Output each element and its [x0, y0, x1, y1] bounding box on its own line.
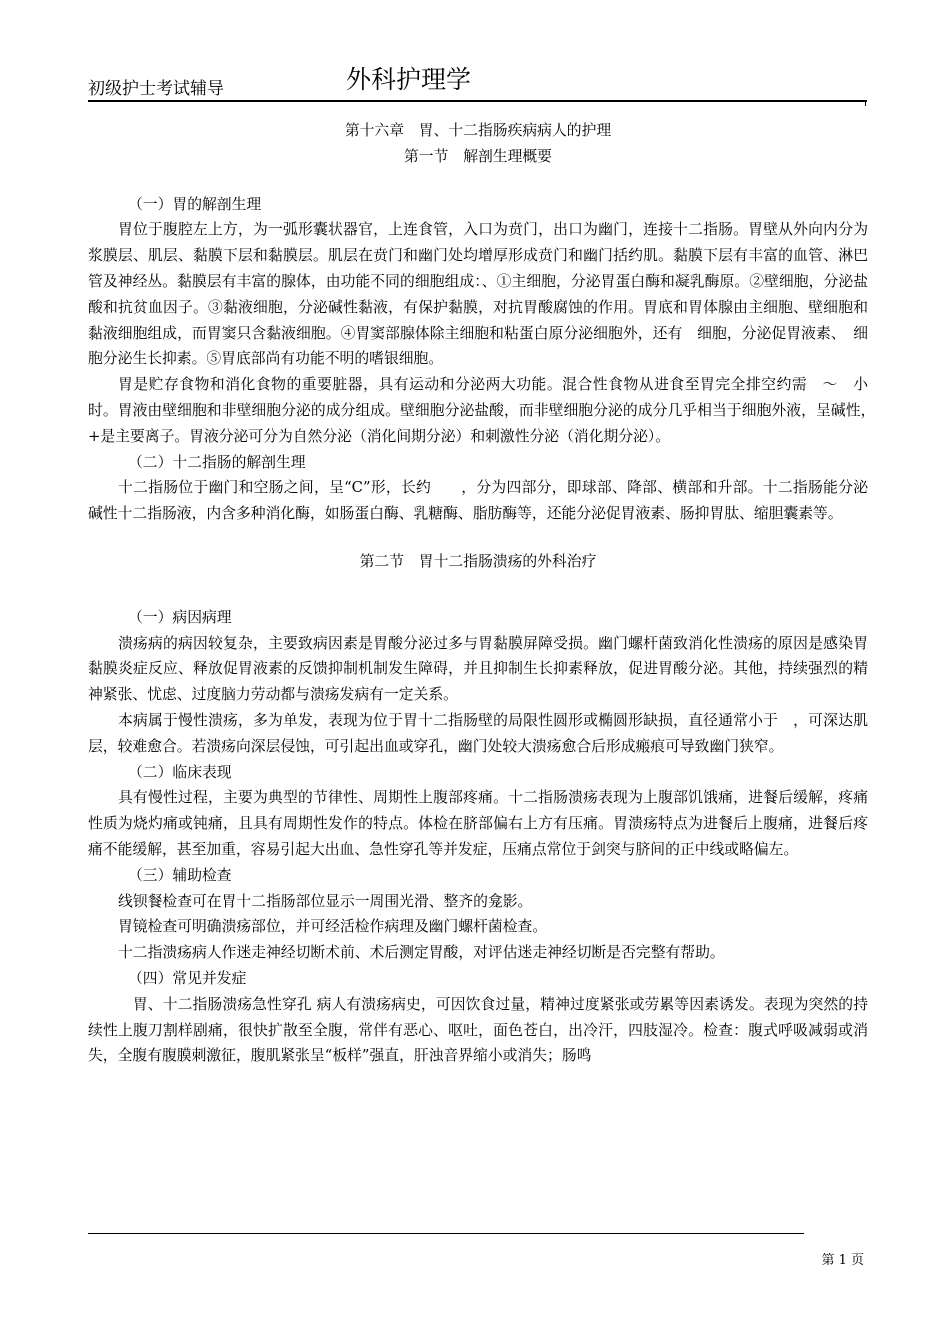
section-2-paragraph-2: 本病属于慢性溃疡，多为单发，表现为位于胃十二指肠壁的局限性圆形或椭圆形缺损，直径通常小于 ，可深达肌层，较难愈合。若溃疡向深层侵蚀，可引起出血或穿孔，幽门处较大溃疡愈合后形成瘢痕可导致幽门狭窄。: [88, 711, 868, 755]
section-1-paragraph-2: 胃是贮存食物和消化食物的重要脏器，具有运动和分泌两大功能。混合性食物从进食至胃完全排空约需 ～ 小时。胃液由壁细胞和非壁细胞分泌的成分组成。壁细胞分泌盐酸，而非壁细胞分泌的成分几乎相当于细胞外液，呈碱性， +是主要离子。胃液分泌可分为自然分泌（消化间期分泌）和刺激性分泌（消化期分泌）。: [88, 376, 888, 445]
header-divider-tick: [865, 100, 866, 106]
section-2-heading-3: （三）辅助检查: [128, 866, 232, 884]
section-2-paragraph-7: 胃、十二指肠溃疡急性穿孔 病人有溃疡病史，可因饮食过量，精神过度紧张或劳累等因素诱发。表现为突然的持续性上腹刀割样剧痛，很快扩散至全腹，常伴有恶心、呕吐，面色苍白，出冷汗，四肢湿冷。检查：腹式呼吸减弱或消失，全腹有腹膜刺激征，腹肌紧张呈“板样”强直，肝浊音界缩小或消失；肠鸣: [88, 995, 868, 1065]
section-2-paragraph-1: 溃疡病的病因较复杂，主要致病因素是胃酸分泌过多与胃黏膜屏障受损。幽门螺杆菌致消化性溃疡的原因是感染胃黏膜炎症反应、释放促胃液素的反馈抑制机制发生障碍，并且抑制生长抑素释放，促进胃酸分泌。其他，持续强烈的精神紧张、忧虑、过度脑力劳动都与溃疡发病有一定关系。: [88, 634, 868, 704]
section-2-heading-4: （四）常见并发症: [128, 969, 247, 987]
chapter-title: 第十六章 胃、十二指肠疾病病人的护理: [344, 122, 612, 139]
section-1-paragraph-1: 胃位于腹腔左上方，为一弧形囊状器官，上连食管，入口为贲门，出口为幽门，连接十二指肠。胃壁从外向内分为浆膜层、肌层、黏膜下层和黏膜层。肌层在贲门和幽门处均增厚形成贲门和幽门括约肌。黏膜下层有丰富的血管、淋巴管及神经丛。黏膜层有丰富的腺体，由功能不同的细胞组成：、①主细胞，分泌胃蛋白酶和凝乳酶原。②壁细胞，分泌盐酸和抗贫血因子。③黏液细胞，分泌碱性黏液，有保护黏膜，对抗胃酸腐蚀的作用。胃底和胃体腺由主细胞、壁细胞和黏液细胞组成，而胃窦只含黏液细胞。④胃窦部腺体除主细胞和粘蛋白原分泌细胞外，还有 细胞，分泌促胃液素、 细胞分泌生长抑素。⑤胃底部尚有功能不明的嗜银细胞。: [88, 221, 868, 368]
document-body: [88, 118, 888, 1069]
header-title: 外科护理学: [346, 65, 472, 94]
section-2-heading-2: （二）临床表现: [128, 763, 232, 781]
section-2-heading-1: （一）病因病理: [128, 608, 232, 626]
section-2-paragraph-3: 具有慢性过程，主要为典型的节律性、周期性上腹部疼痛。十二指肠溃疡表现为上腹部饥饿痛，进餐后缓解，疼痛性质为烧灼痛或钝痛，且具有周期性发作的特点。体检在脐部偏右上方有压痛。胃溃疡特点为进餐后上腹痛，进餐后疼痛不能缓解，甚至加重，容易引起大出血、急性穿孔等并发症，压痛点常位于剑突与脐间的正中线或略偏左。: [88, 789, 868, 858]
footer-divider: [88, 1233, 804, 1234]
section-1-paragraph-3: 十二指肠位于幽门和空肠之间，呈“C”形，长约 ，分为四部分，即球部、降部、横部和升部。十二指肠能分泌碱性十二指肠液，内含多种消化酶，如肠蛋白酶、乳糖酶、脂肪酶等，还能分泌促胃液素、肠抑胃肽、缩胆囊素等。: [88, 479, 868, 523]
section-2-paragraph-4: 线钡餐检查可在胃十二指肠部位显示一周围光滑、整齐的龛影。: [118, 892, 533, 910]
section-2-paragraph-5: 胃镜检查可明确溃疡部位，并可经活检作病理及幽门螺杆菌检查。: [118, 918, 548, 936]
page-number: 第 1 页: [821, 1253, 864, 1268]
section-1-heading-2: （二）十二指肠的解剖生理: [128, 453, 306, 471]
header-left-text: 初级护士考试辅导: [88, 79, 224, 99]
section-2-paragraph-6: 十二指溃疡病人作迷走神经切断术前、术后测定胃酸，对评估迷走神经切断是否完整有帮助。: [118, 944, 725, 962]
header-divider: [88, 100, 867, 102]
section-2-title: 第二节 胃十二指肠溃疡的外科治疗: [359, 552, 597, 570]
section-1-heading-1: （一）胃的解剖生理: [128, 195, 262, 213]
section-1-title: 第一节 解剖生理概要: [404, 147, 552, 165]
